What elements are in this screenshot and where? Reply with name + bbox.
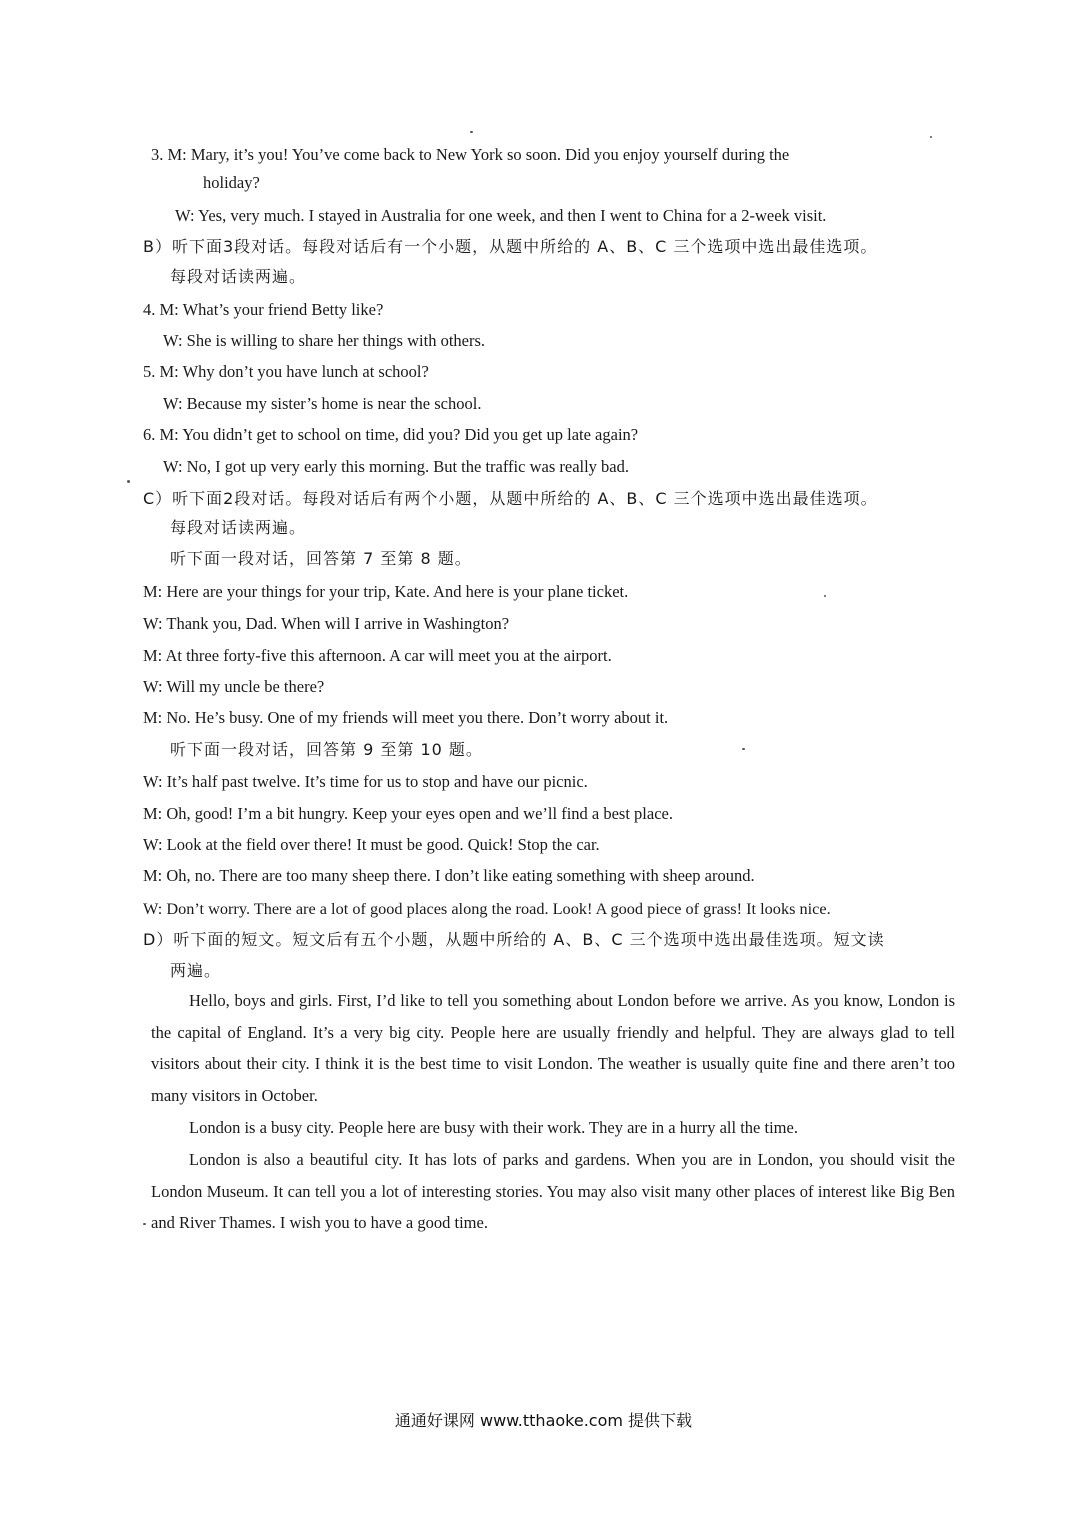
section-b-instruction-1: B）听下面3段对话。每段对话后有一个小题，从题中所给的 A、B、C 三个选项中选出最佳选项。 [143,237,878,256]
passage-paragraph-2: London is a busy city. People here are busy with their work. They are in a hurry all the time. [189,1118,798,1137]
section-c-instruction-2: 每段对话读两遍。 [170,518,307,537]
dialogue-1-line-4: W: Will my uncle be there? [143,677,325,696]
dialogue-1-line-3: M: At three forty-five this afternoon. A car will meet you at the airport. [143,646,612,665]
q4-man-line: 4. M: What’s your friend Betty like? [143,300,384,319]
q5-woman-line: W: Because my sister’s home is near the school. [163,394,482,413]
q4-woman-line: W: She is willing to share her things with others. [163,331,486,350]
passage-paragraph-3: London is also a beautiful city. It has lots of parks and gardens. When you are in London, you should visit the London Museum. It can tell you a lot of interesting stories. You may also visit many other places of interest like Big Ben and River Thames. I wish you to have a good time. [151,1150,955,1232]
scan-speck [127,480,130,483]
q6-man-line: 6. M: You didn’t get to school on time, did you? Did you get up late again? [143,425,639,444]
q3-man-line-2: holiday? [203,173,260,192]
passage-paragraph-1: Hello, boys and girls. First, I’d like to tell you something about London before we arrive. As you know, London is the capital of England. It’s a very big city. People here are usually friendly and helpful. They are always glad to tell visitors about their city. I think it is the best time to visit London. The weather is usually quite fine and there aren’t too many visitors in October. [151,991,955,1105]
dialogue-1-line-5: M: No. He’s busy. One of my friends will meet you there. Don’t worry about it. [143,708,669,727]
dialogue-2-line-1: W: It’s half past twelve. It’s time for us to stop and have our picnic. [143,772,588,791]
q5-man-line: 5. M: Why don’t you have lunch at school? [143,362,429,381]
section-d-instruction-1: D）听下面的短文。短文后有五个小题，从题中所给的 A、B、C 三个选项中选出最佳选项。短文读 [143,930,885,949]
section-c-instruction-1: C）听下面2段对话。每段对话后有两个小题，从题中所给的 A、B、C 三个选项中选出最佳选项。 [143,489,878,508]
scan-speck [143,1223,146,1225]
section-c-dialogue-1-heading: 听下面一段对话，回答第 7 至第 8 题。 [170,549,472,568]
q6-woman-line: W: No, I got up very early this morning. But the traffic was really bad. [163,457,630,476]
dialogue-2-line-3: W: Look at the field over there! It must be good. Quick! Stop the car. [143,835,600,854]
section-c-dialogue-2-heading: 听下面一段对话，回答第 9 至第 10 题。 [170,740,483,759]
dialogue-1-line-1: M: Here are your things for your trip, Kate. And here is your plane ticket. [143,582,629,601]
dialogue-1-line-2: W: Thank you, Dad. When will I arrive in Washington? [143,614,510,633]
page-footer: 通通好课网 www.tthaoke.com 提供下载 [394,1411,693,1430]
section-b-instruction-2: 每段对话读两遍。 [170,267,307,286]
dialogue-2-line-2: M: Oh, good! I’m a bit hungry. Keep your eyes open and we’ll find a best place. [143,804,673,823]
scan-speck [930,136,932,138]
section-d-instruction-2: 两遍。 [170,961,222,980]
scan-speck [470,131,473,133]
q3-man-line-1: 3. M: Mary, it’s you! You’ve come back to New York so soon. Did you enjoy yourself during the [151,145,790,164]
q3-woman-line: W: Yes, very much. I stayed in Australia for one week, and then I went to China for a 2-week visit. [175,206,827,225]
dialogue-2-line-5: W: Don’t worry. There are a lot of good places along the road. Look! A good piece of grass! It looks nice. [143,899,831,918]
dialogue-2-line-4: M: Oh, no. There are too many sheep there. I don’t like eating something with sheep around. [143,866,755,885]
scan-speck [742,748,745,750]
scan-speck [824,595,826,597]
